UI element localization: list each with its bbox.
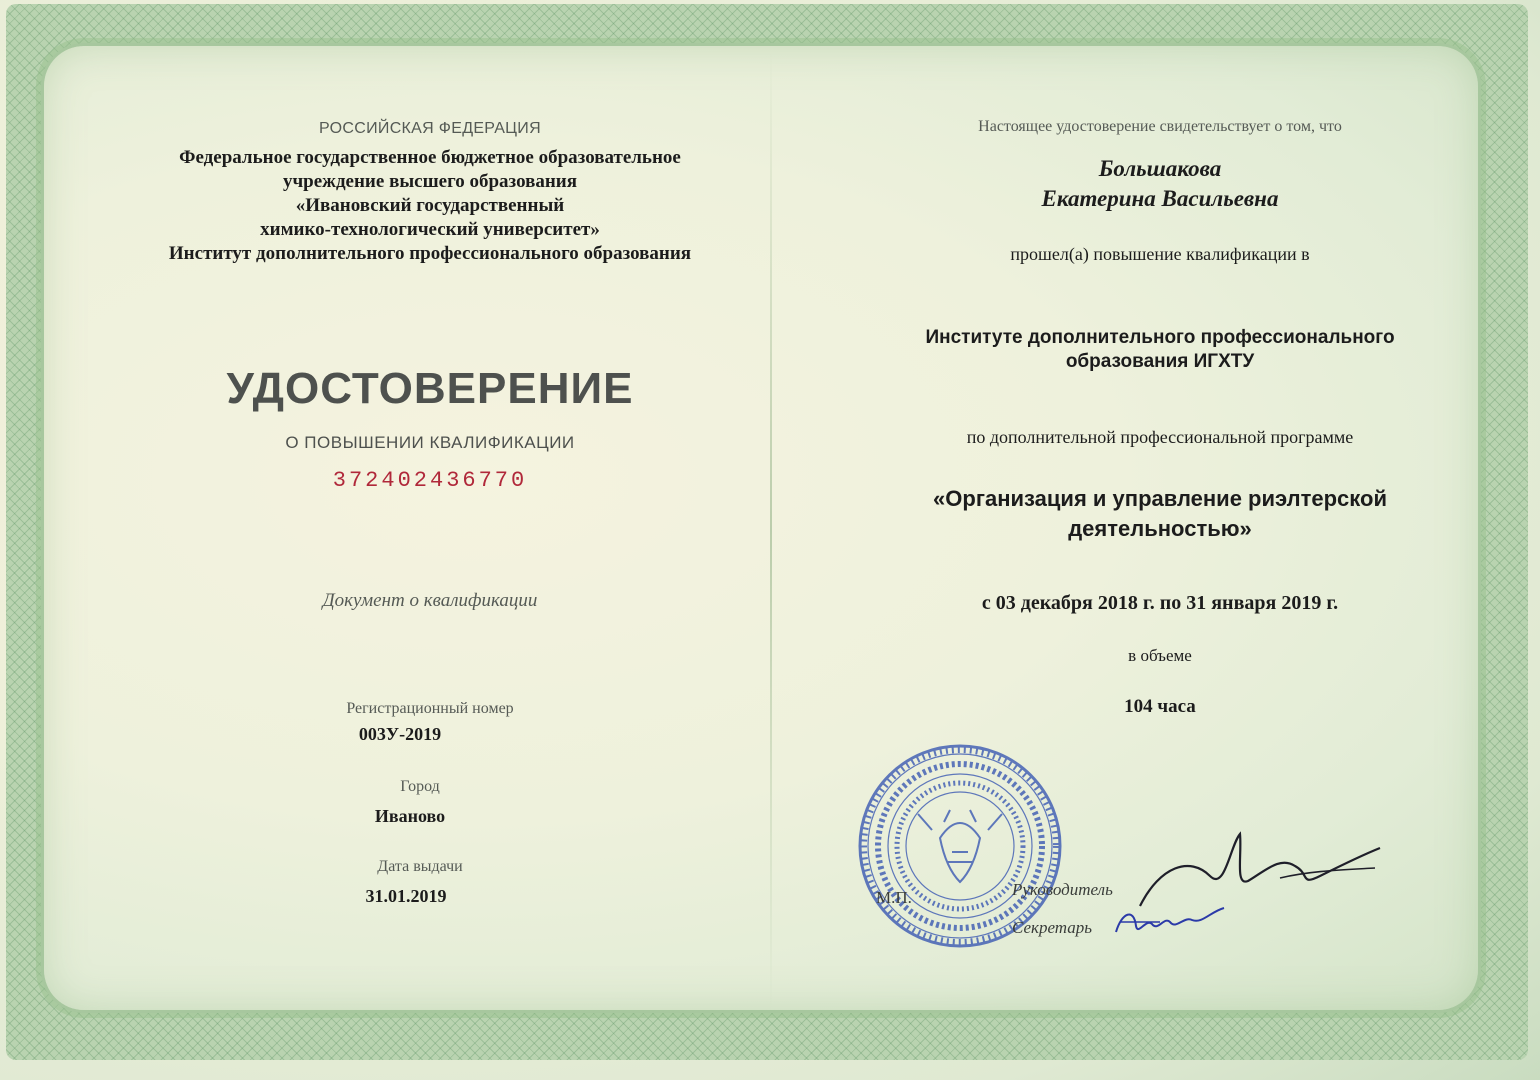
document-subtitle: О ПОВЫШЕНИИ КВАЛИФИКАЦИИ [285, 433, 575, 452]
page-fold [770, 50, 772, 1010]
secretary-label: Секретарь [1012, 918, 1092, 937]
issue-date-value: 31.01.2019 [365, 886, 447, 906]
course-line-1: «Организация и управление риэлтерской [933, 486, 1387, 511]
course-line-2: деятельностью» [1068, 516, 1252, 541]
hours-value: 104 часа [1124, 696, 1196, 717]
city-label: Город [400, 778, 440, 795]
reg-number-label: Регистрационный номер [346, 700, 514, 717]
passed-text: прошел(а) повышение квалификации в [1010, 244, 1310, 264]
serial-number: 372402436770 [332, 468, 528, 493]
intro-text: Настоящее удостоверение свидетельствует о том, что [978, 118, 1342, 135]
org-line-5: Институт дополнительного профессионального образования [168, 243, 692, 264]
holder-given-names: Екатерина Васильевна [1041, 186, 1279, 211]
city-value: Иваново [374, 806, 446, 826]
document-type: Документ о квалификации [322, 590, 538, 611]
document-title: УДОСТОВЕРЕНИЕ [226, 364, 634, 413]
org-line-2: учреждение высшего образования [282, 171, 578, 192]
org-line-3: «Ивановский государственный [295, 195, 565, 216]
program-label: по дополнительной профессиональной программе [966, 427, 1354, 447]
org-line-1: Федеральное государственное бюджетное образовательное [179, 147, 681, 168]
study-dates: с 03 декабря 2018 г. по 31 января 2019 г. [981, 592, 1339, 614]
holder-surname: Большакова [1098, 156, 1222, 181]
institute-line-2: образования ИГХТУ [1065, 351, 1255, 372]
reg-number-value: 003У-2019 [358, 724, 442, 744]
issue-date-label: Дата выдачи [377, 858, 463, 875]
seal-place-label: М.П. [876, 888, 912, 907]
country-heading: РОССИЙСКАЯ ФЕДЕРАЦИЯ [319, 120, 541, 137]
head-label: Руководитель [1012, 880, 1113, 899]
secretary-signature [1112, 902, 1232, 946]
org-line-4: химико-технологический университет» [260, 219, 600, 240]
volume-label: в объеме [1128, 646, 1192, 665]
institute-line-1: Институте дополнительного профессионального [925, 327, 1395, 348]
